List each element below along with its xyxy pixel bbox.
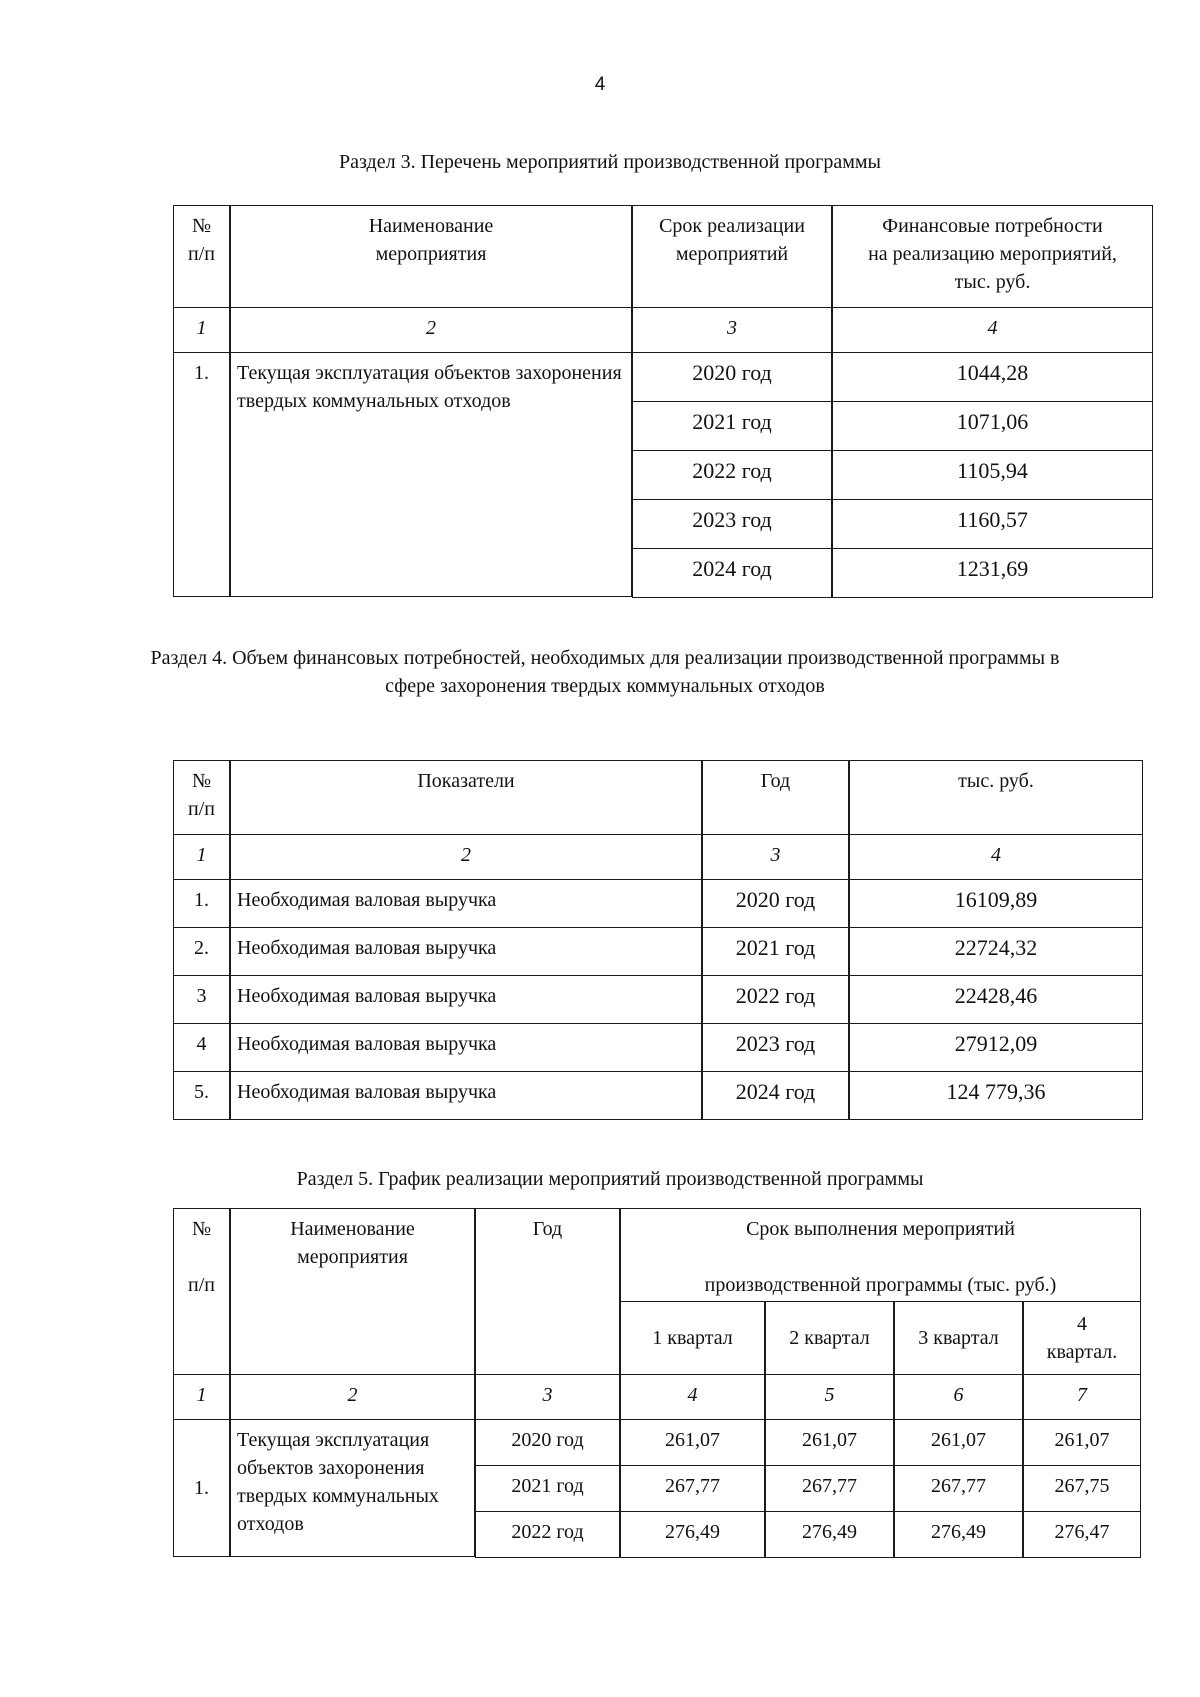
s5-col-number: 7: [1023, 1374, 1141, 1420]
s3-col-number: 3: [632, 307, 832, 353]
s3-value: 1105,94: [832, 450, 1153, 500]
s5-quarter-value: 267,77: [620, 1465, 765, 1512]
s5-year-header: Год: [475, 1208, 620, 1375]
page-number: 4: [594, 74, 606, 95]
s5-quarter-value: 261,07: [620, 1419, 765, 1466]
s4-row-value: 27912,09: [849, 1023, 1143, 1072]
s5-col-number: 1: [173, 1374, 230, 1420]
s5-col-number: 5: [765, 1374, 894, 1420]
s4-row-value: 124 779,36: [849, 1071, 1143, 1120]
s4-col-number: 3: [702, 834, 849, 880]
s5-quarter-value: 267,77: [765, 1465, 894, 1512]
s5-quarter-value: 276,49: [765, 1511, 894, 1558]
s5-row-number: 1.: [173, 1419, 230, 1557]
s5-col-number: 2: [230, 1374, 475, 1420]
s4-row-name: Необходимая валовая выручка: [230, 879, 702, 928]
section-5-title: Раздел 5. График реализации мероприятий производственной программы: [296, 1168, 924, 1190]
s4-col-number: 4: [849, 834, 1143, 880]
s5-name-header: Наименование мероприятия: [230, 1208, 475, 1375]
s5-quarter-header: 2 квартал: [765, 1301, 894, 1375]
s3-year: 2024 год: [632, 548, 832, 598]
s5-row-year: 2021 год: [475, 1465, 620, 1512]
s5-col-number: 3: [475, 1374, 620, 1420]
s4-row-value: 16109,89: [849, 879, 1143, 928]
s3-finance-header: Финансовые потребности на реализацию мероприятий, тыс. руб.: [832, 205, 1153, 308]
s5-quarter-value: 261,07: [894, 1419, 1023, 1466]
s3-num-header: № п/п: [173, 205, 230, 308]
s4-row-year: 2020 год: [702, 879, 849, 928]
s3-value: 1071,06: [832, 401, 1153, 451]
s3-period-header: Срок реализации мероприятий: [632, 205, 832, 308]
s4-row-number: 1.: [173, 879, 230, 928]
s4-amount-header: тыс. руб.: [849, 760, 1143, 835]
s4-col-number: 1: [173, 834, 230, 880]
s4-row-number: 4: [173, 1023, 230, 1072]
s5-quarter-value: 276,49: [620, 1511, 765, 1558]
s4-row-name: Необходимая валовая выручка: [230, 1023, 702, 1072]
s5-col-number: 4: [620, 1374, 765, 1420]
s5-quarter-value: 276,47: [1023, 1511, 1141, 1558]
s3-col-number: 1: [173, 307, 230, 353]
s4-num-header: № п/п: [173, 760, 230, 835]
s4-row-name: Необходимая валовая выручка: [230, 927, 702, 976]
s4-row-number: 2.: [173, 927, 230, 976]
s3-value: 1231,69: [832, 548, 1153, 598]
section-3-title: Раздел 3. Перечень мероприятий производственной программы: [339, 151, 881, 173]
s5-quarter-value: 267,77: [894, 1465, 1023, 1512]
s4-row-value: 22724,32: [849, 927, 1143, 976]
s4-row-name: Необходимая валовая выручка: [230, 1071, 702, 1120]
s5-quarter-value: 276,49: [894, 1511, 1023, 1558]
s3-year: 2023 год: [632, 499, 832, 549]
s4-row-year: 2023 год: [702, 1023, 849, 1072]
s3-col-number: 2: [230, 307, 632, 353]
s5-quarter-header: 3 квартал: [894, 1301, 1023, 1375]
s5-row-name: Текущая эксплуатация объектов захоронения твердых коммунальных отходов: [230, 1419, 475, 1557]
s5-term-header: Срок выполнения мероприятий производственной программы (тыс. руб.): [620, 1208, 1141, 1302]
s5-quarter-header: 1 квартал: [620, 1301, 765, 1375]
s3-col-number: 4: [832, 307, 1153, 353]
section-4-title: Раздел 4. Объем финансовых потребностей, необходимых для реализации производственной программы в сфере захоронения твердых коммунальных отходов: [150, 647, 1060, 697]
s4-row-number: 5.: [173, 1071, 230, 1120]
s4-row-year: 2021 год: [702, 927, 849, 976]
s3-value: 1044,28: [832, 352, 1153, 402]
s4-indicator-header: Показатели: [230, 760, 702, 835]
s4-row-value: 22428,46: [849, 975, 1143, 1024]
s5-col-number: 6: [894, 1374, 1023, 1420]
s5-quarter-value: 261,07: [765, 1419, 894, 1466]
s3-value: 1160,57: [832, 499, 1153, 549]
s5-num-header: № п/п: [173, 1208, 230, 1375]
s4-year-header: Год: [702, 760, 849, 835]
s3-row-name: Текущая эксплуатация объектов захоронения твердых коммунальных отходов: [230, 352, 632, 597]
s3-year: 2021 год: [632, 401, 832, 451]
s3-year: 2022 год: [632, 450, 832, 500]
s5-quarter-header: 4 квартал.: [1023, 1301, 1141, 1375]
s3-row-number: 1.: [173, 352, 230, 597]
s3-name-header: Наименование мероприятия: [230, 205, 632, 308]
s4-col-number: 2: [230, 834, 702, 880]
s5-row-year: 2022 год: [475, 1511, 620, 1558]
s3-year: 2020 год: [632, 352, 832, 402]
s5-row-year: 2020 год: [475, 1419, 620, 1466]
s5-quarter-value: 261,07: [1023, 1419, 1141, 1466]
s4-row-number: 3: [173, 975, 230, 1024]
s4-row-name: Необходимая валовая выручка: [230, 975, 702, 1024]
s4-row-year: 2022 год: [702, 975, 849, 1024]
s5-quarter-value: 267,75: [1023, 1465, 1141, 1512]
s4-row-year: 2024 год: [702, 1071, 849, 1120]
